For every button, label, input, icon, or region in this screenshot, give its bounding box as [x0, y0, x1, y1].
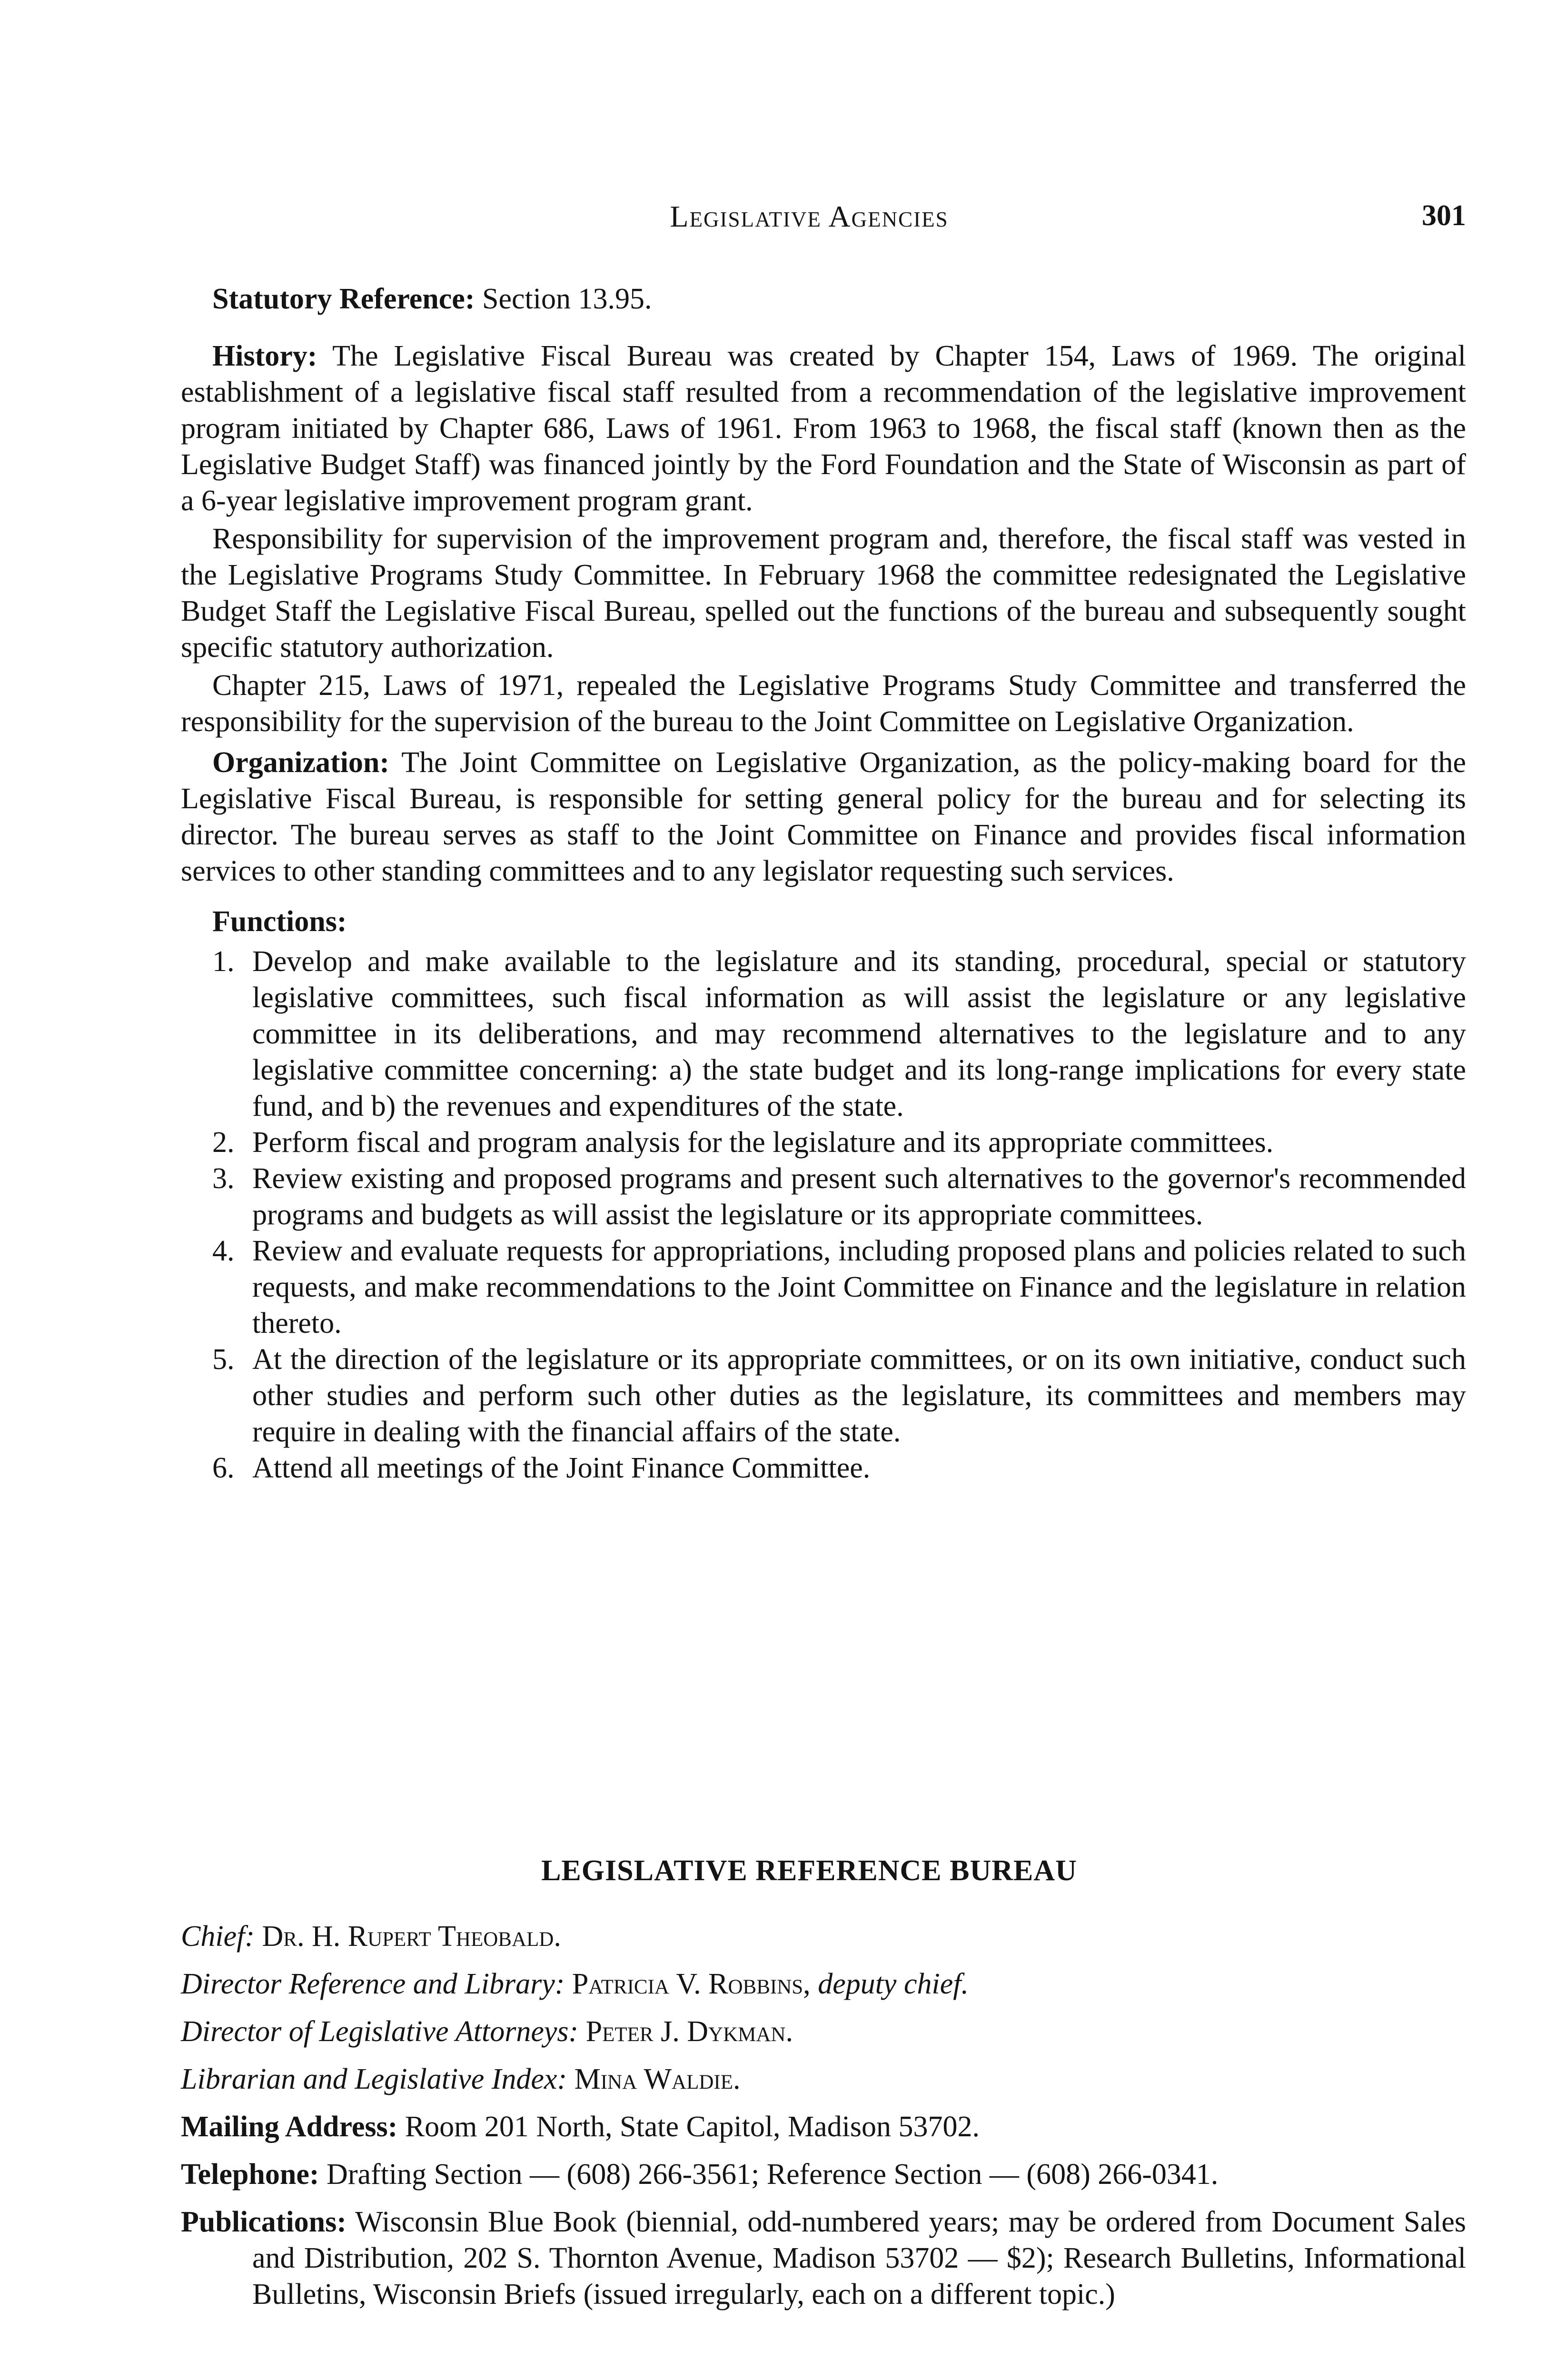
list-item-text: Review existing and proposed programs and present such alternatives to the governor's recommended programs and budgets as will assist the legislature or its appropriate committees. [252, 1162, 1466, 1231]
page-header [0, 199, 1546, 242]
list-item [181, 943, 1466, 1124]
list-item [181, 1124, 1466, 1160]
reference-director-name: Patricia V. Robbins, [572, 1968, 811, 2000]
history-label: History: [212, 340, 317, 372]
list-item-text: Review and evaluate requests for appropriations, including proposed plans and policies related to such requests, and make recommendations to the Joint Committee on Finance and the legislature in relation thereto. [252, 1235, 1466, 1339]
organization-paragraph [181, 744, 1466, 889]
fiscal-bureau-section [181, 281, 1466, 1486]
organization-text: The Joint Committee on Legislative Organization, as the policy-making board for the Legislative Fiscal Bureau, is responsible for setting general policy for the bureau and for selecting its director. The bureau serves as staff to the Joint Committee on Finance and provides fiscal information services to other standing committees and to any legislator requesting such services. [181, 746, 1466, 887]
attorneys-director-role: Director of Legislative Attorneys: [181, 2015, 579, 2048]
reference-director-role: Director Reference and Library: [181, 1968, 565, 2000]
list-item-number: 1. [212, 945, 235, 978]
list-item-number: 2. [212, 1126, 235, 1159]
history-paragraph-3: Chapter 215, Laws of 1971, repealed the Legislative Programs Study Committee and transferred the responsibility for the supervision of the bureau to the Joint Committee on Legislative Organization. [181, 669, 1466, 738]
history-paragraph [181, 338, 1466, 519]
staff-attorneys-director [181, 2013, 1466, 2050]
chief-name: Dr. H. Rupert Theobald. [262, 1920, 561, 1953]
functions-list [181, 943, 1466, 1486]
history-paragraph-2: Responsibility for supervision of the improvement program and, therefore, the fiscal staff was vested in the Legislative Programs Study Committee. In February 1968 the committee redesignated the Legislative Budget Staff the Legislative Fiscal Bureau, spelled out the functions of the bureau and subsequently sought specific statutory authorization. [181, 523, 1466, 664]
reference-bureau-section [181, 1918, 1466, 2324]
telephone-text: Drafting Section — (608) 266-3561; Reference Section — (608) 266-0341. [327, 2158, 1219, 2191]
list-item-text: At the direction of the legislature or its appropriate committees, or on its own initiative, conduct such other studies and perform such other duties as the legislature, its committees and members may require in dealing with the financial affairs of the state. [252, 1343, 1466, 1448]
running-title: Legislative Agencies [670, 199, 949, 233]
statutory-reference [181, 281, 1466, 317]
attorneys-director-name: Peter J. Dykman. [585, 2015, 793, 2048]
list-item [181, 1341, 1466, 1450]
list-item-number: 4. [212, 1235, 235, 1267]
publications-text: Wisconsin Blue Book (biennial, odd-numbered years; may be ordered from Document Sales and Distribution, 202 S. Thornton Avenue, Madison 53702 — $2); Research Bulletins, Informational Bulletins, Wisconsin Briefs (issued irregularly, each on a different topic.) [252, 2206, 1466, 2311]
telephone [181, 2156, 1466, 2192]
mailing-text: Room 201 North, State Capitol, Madison 53702. [405, 2111, 980, 2143]
librarian-name: Mina Waldie. [574, 2063, 741, 2095]
reference-director-suffix: deputy chief. [818, 1968, 969, 2000]
functions-heading: Functions: [212, 905, 347, 938]
mailing-label: Mailing Address: [181, 2111, 398, 2143]
statutory-text: Section 13.95. [482, 283, 652, 315]
list-item [181, 1160, 1466, 1233]
list-item-number: 6. [212, 1452, 235, 1484]
list-item-number: 3. [212, 1162, 235, 1195]
list-item-text: Develop and make available to the legislature and its standing, procedural, special or statutory legislative committees, such fiscal information as will assist the legislature or any legislative committee in its deliberations, and may recommend alternatives to the legislature and to any legislative committee concerning: a) the state budget and its long-range implications for every state fund, and b) the revenues and expenditures of the state. [252, 945, 1466, 1122]
list-item [181, 1450, 1466, 1486]
section-title: LEGISLATIVE REFERENCE BUREAU [541, 1854, 1077, 1887]
list-item-text: Perform fiscal and program analysis for the legislature and its appropriate committees. [252, 1126, 1274, 1159]
chief-role: Chief: [181, 1920, 255, 1953]
page-number: 301 [1422, 199, 1466, 232]
staff-reference-director [181, 1966, 1466, 2002]
statutory-label: Statutory Reference: [212, 283, 475, 315]
mailing-address [181, 2109, 1466, 2145]
list-item-number: 5. [212, 1343, 235, 1376]
librarian-role: Librarian and Legislative Index: [181, 2063, 567, 2095]
organization-label: Organization: [212, 746, 389, 779]
publications [181, 2204, 1466, 2312]
list-item-text: Attend all meetings of the Joint Finance Committee. [252, 1452, 871, 1484]
history-text: The Legislative Fiscal Bureau was created by Chapter 154, Laws of 1969. The original establishment of a legislative fiscal staff resulted from a recommendation of the legislative improvement program initiated by Chapter 686, Laws of 1961. From 1963 to 1968, the fiscal staff (known then as the Legislative Budget Staff) was financed jointly by the Ford Foundation and the State of Wisconsin as part of a 6-year legislative improvement program grant. [181, 340, 1466, 517]
list-item [181, 1233, 1466, 1341]
staff-librarian [181, 2061, 1466, 2097]
telephone-label: Telephone: [181, 2158, 319, 2191]
staff-chief [181, 1918, 1466, 1954]
publications-label: Publications: [181, 2206, 347, 2238]
